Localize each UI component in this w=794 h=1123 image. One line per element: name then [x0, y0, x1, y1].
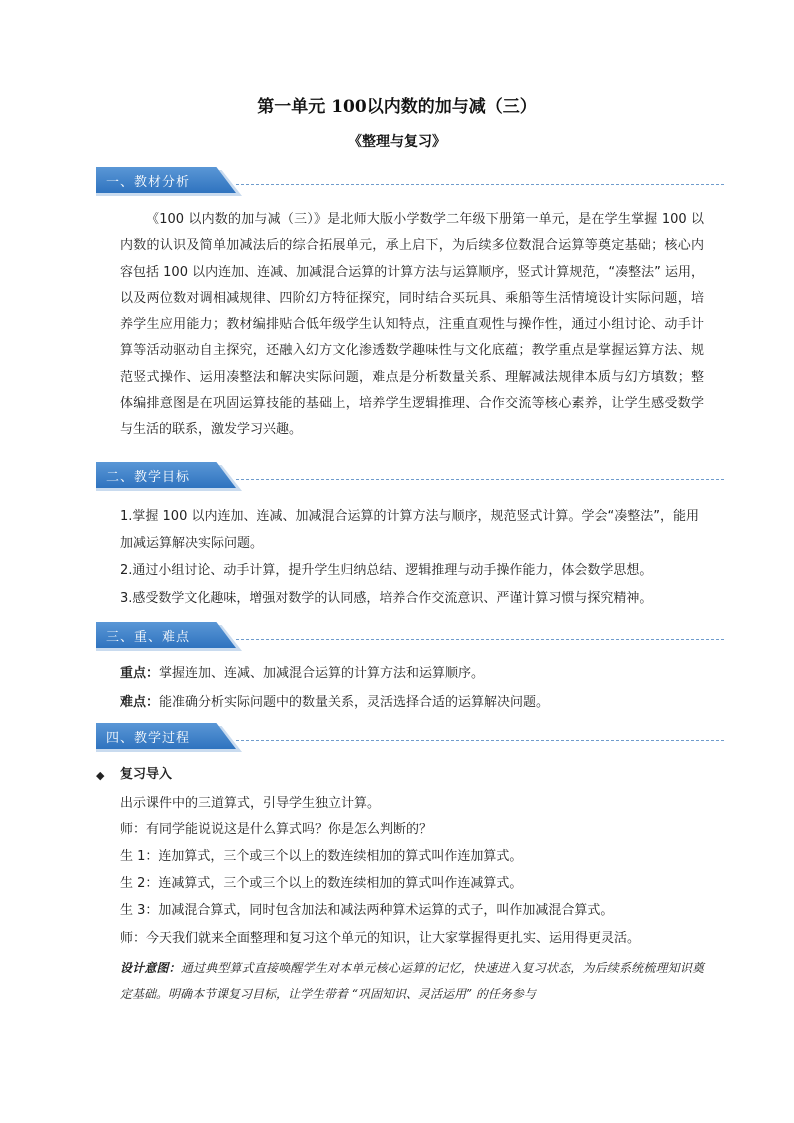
- process-heading: 复习导入: [120, 767, 173, 782]
- page-title: 第一单元 100以内数的加与减（三）: [257, 97, 537, 117]
- design-intent-label: 设计意图：: [120, 961, 181, 975]
- process-line: 生 3：加减混合算式，同时包含加法和减法两种算术运算的式子，叫作加减混合算式。: [120, 903, 614, 918]
- design-intent-text: 通过典型算式直接唤醒学生对本单元核心运算的记忆，快速进入复习状态，为后续系统梳理知识奠定基础。明确本节课复习目标，让学生带着 “巩固知识、灵活运用” 的任务参与: [120, 961, 704, 1001]
- difficult-point-label: 难点：: [120, 695, 160, 710]
- difficult-point-text: 能准确分析实际问题中的数量关系，灵活选择合适的运算解决问题。: [159, 695, 550, 710]
- analysis-paragraph: 《100 以内数的加与减（三）》是北师大版小学数学二年级下册第一单元，是在学生掌握 100 以内数的认识及简单加减法后的综合拓展单元，承上启下，为后续多位数混合运算等奠定基础；核心内容包括 100 以内连加、连减、加减混合运算的计算方法与运算顺序，竖式计算规范，“凑整法” 运用，以及两位数对调相减规律、四阶幻方特征探究，同时结合买玩具、乘船等生活情境设计实际问题，培养学生应用能力；教材编排贴合低年级学生认知特点，注重直观性与操作性，通过小组讨论、动手计算等活动驱动自主探究，还融入幻方文化渗透数学趣味性与文化底蕴；教学重点是掌握运算方法、规范竖式操作、运用凑整法和解决实际问题，难点是分析数量关系、理解减法规律本质与幻方填数；整体编排意图是在巩固运算技能的基础上，培养学生逻辑推理、合作交流等核心素养，让学生感受数学与生活的联系，激发学习兴趣。: [120, 212, 704, 438]
- goal-item-3: 3.感受数学文化趣味，增强对数学的认同感，培养合作交流意识、严谨计算习惯与探究精神。: [120, 591, 653, 606]
- process-line: 师：今天我们就来全面整理和复习这个单元的知识，让大家掌握得更扎实、运用得更灵活。: [120, 931, 641, 946]
- key-point-text: 掌握连加、连减、加减混合运算的计算方法和运算顺序。: [159, 666, 485, 681]
- process-line: 生 1：连加算式，三个或三个以上的数连续相加的算式叫作连加算式。: [120, 849, 523, 864]
- process-line: 出示课件中的三道算式，引导学生独立计算。: [120, 796, 381, 811]
- section-label: 三、重、难点: [106, 630, 191, 645]
- dashed-rule: [236, 740, 724, 741]
- key-point-line: [120, 661, 710, 687]
- difficult-point-line: [120, 690, 710, 716]
- section-header-process: [96, 723, 724, 749]
- section-label: 一、教材分析: [106, 175, 191, 190]
- process-line: 师：有同学能说说这是什么算式吗？你是怎么判断的？: [120, 822, 433, 837]
- design-intent-paragraph: [120, 955, 704, 1007]
- dashed-rule: [236, 479, 724, 480]
- section-header-analysis: [96, 167, 724, 193]
- process-line: 生 2：连减算式，三个或三个以上的数连续相加的算式叫作连减算式。: [120, 876, 523, 891]
- key-point-label: 重点：: [120, 666, 160, 681]
- goal-item-1: 1.掌握 100 以内连加、连减、加减混合运算的计算方法与顺序，规范竖式计算。学会“凑整法”，能用加减运算解决实际问题。: [120, 509, 699, 551]
- dashed-rule: [236, 184, 724, 185]
- goal-item-2: 2.通过小组讨论、动手计算，提升学生归纳总结、逻辑推理与动手操作能力，体会数学思想。: [120, 563, 653, 578]
- section-header-goals: [96, 462, 724, 488]
- page-subtitle: 《整理与复习》: [348, 134, 446, 150]
- section-label: 二、教学目标: [106, 470, 191, 485]
- dashed-rule: [236, 639, 724, 640]
- section-label: 四、教学过程: [106, 731, 191, 746]
- section-header-key-points: [96, 622, 724, 648]
- diamond-bullet-icon: ◆: [96, 769, 105, 782]
